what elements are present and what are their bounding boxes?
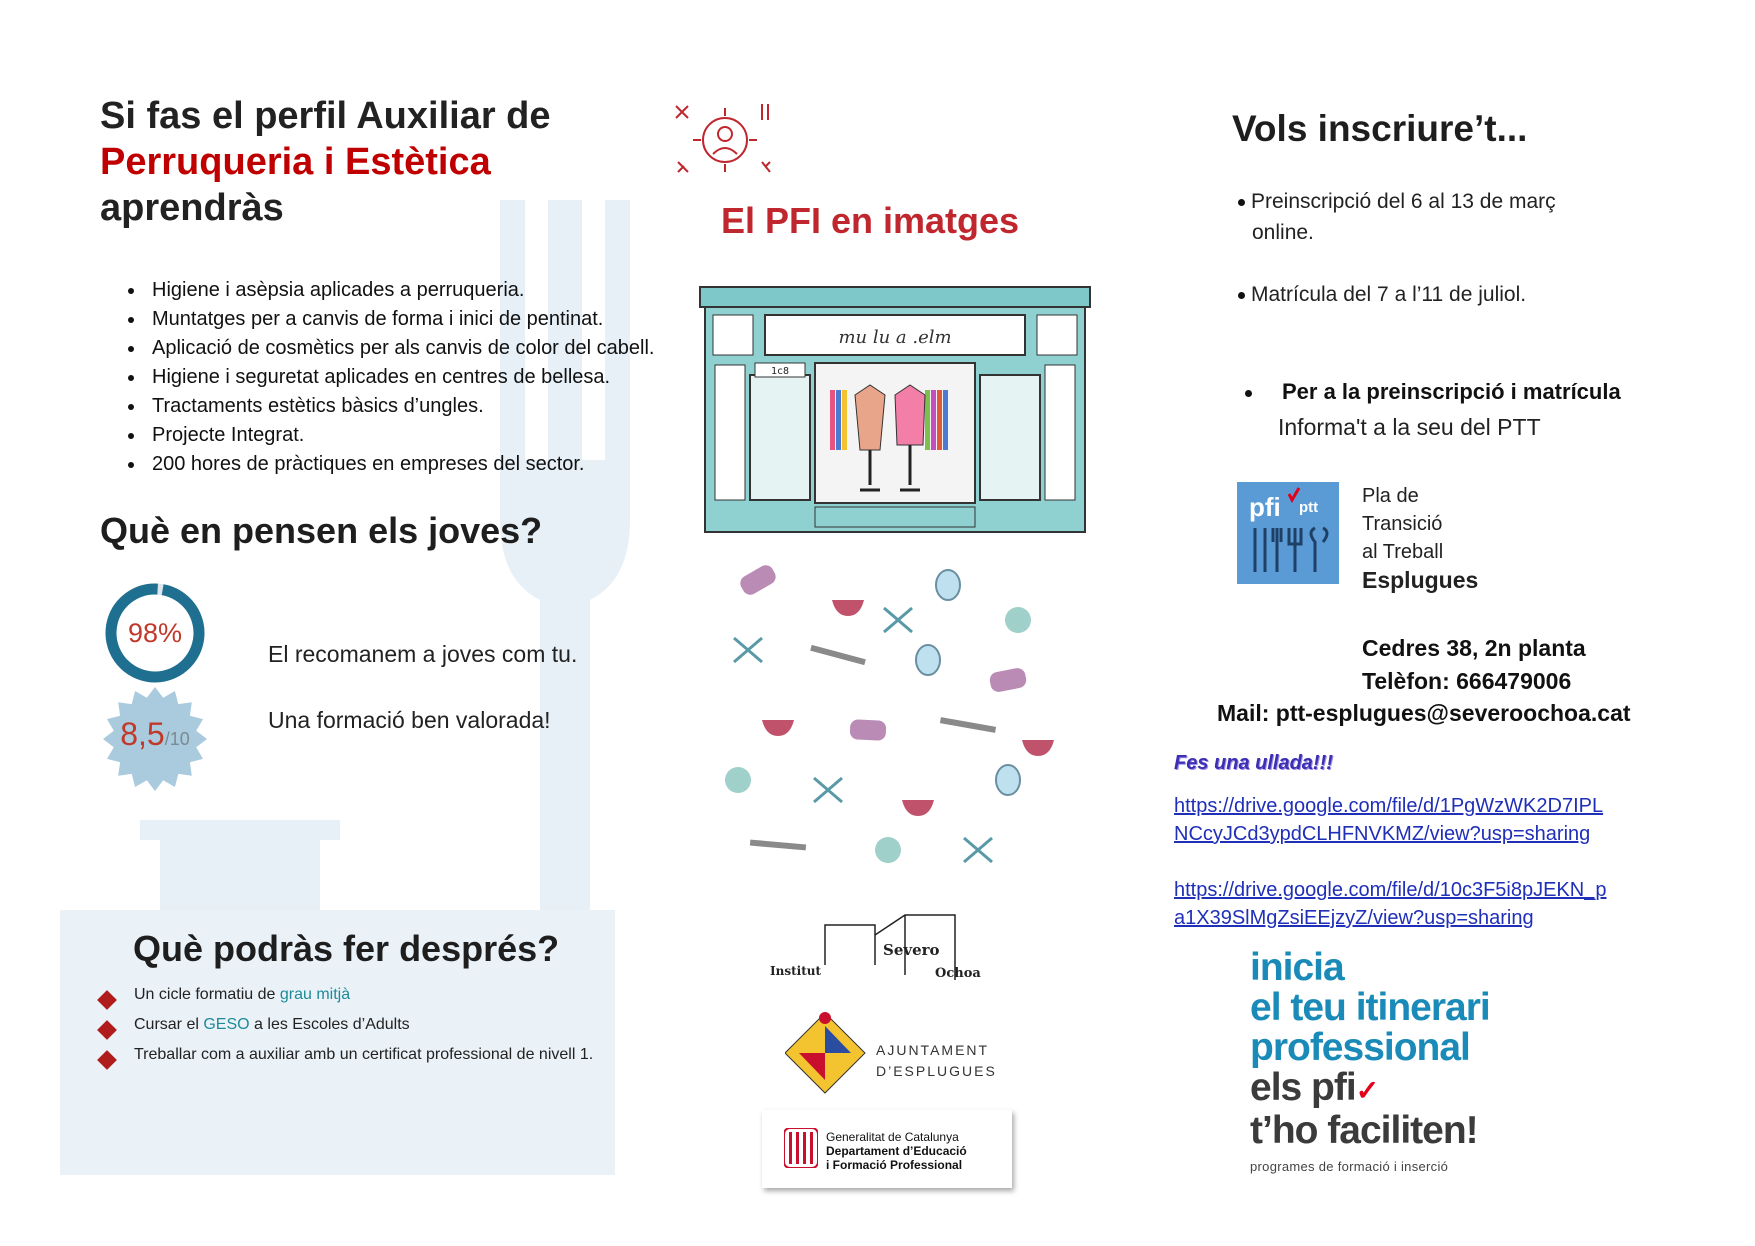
pattern-bottle-icon: [1005, 607, 1031, 633]
joves-text-2: Una formació ben valorada!: [268, 707, 551, 733]
score-max: /10: [164, 729, 190, 749]
informa-text: Informa't a la seu del PTT: [1278, 414, 1541, 440]
pattern-mirror-icon: [936, 570, 960, 600]
pla-transicio-text: Pla de Transició al Treball Esplugues: [1362, 485, 1479, 593]
list-item: • Higiene i seguretat aplicades en centres de bellesa.: [146, 363, 706, 392]
bullet-icon: [1238, 199, 1245, 206]
pfi-tools-icon: [1237, 482, 1339, 584]
ajuntament-text: AJUNTAMENT D’ESPLUGUES: [876, 1042, 997, 1079]
imatges-title: El PFI en imatges: [720, 200, 1020, 241]
generalitat-emblem-icon: [784, 1128, 818, 1168]
title-line-1: Si fas el perfil Auxiliar de: [100, 95, 551, 137]
severo-left: Institut: [770, 964, 822, 978]
diamond-bullet-icon: [97, 1020, 117, 1040]
shop-number: 1c8: [770, 366, 790, 377]
pattern-bowl-icon: [832, 600, 864, 616]
diamond-bullet-icon: [97, 990, 117, 1010]
pattern-bottle-icon: [875, 837, 901, 863]
list-item: • Muntatges per a canvis de forma i inici de pentinat.: [146, 305, 706, 334]
pattern-mirror-icon: [996, 765, 1020, 795]
generalitat-text: Generalitat de Catalunya Departament d’Educació i Formació Professional: [826, 1130, 967, 1172]
pattern-bowl-icon: [1022, 740, 1054, 756]
pattern-dryer-icon: [988, 667, 1027, 694]
severo-right: Ochoa: [935, 966, 981, 981]
list-item: • Aplicació de cosmètics per als canvis de color del cabell.: [146, 334, 706, 363]
contact-address: Cedres 38, 2n planta Telèfon: 666479006: [1362, 632, 1586, 698]
preinscripcio-heading: Per a la preinscripció i matrícula: [1245, 379, 1621, 405]
svg-text:ptt: ptt: [1299, 499, 1319, 516]
drive-link-2[interactable]: https://drive.google.com/file/d/10c3F5i8pJEKN_pa1X39SlMgZsiEEjzyZ/view?usp=sharing: [1174, 879, 1607, 929]
score-value: [100, 716, 210, 753]
contact-phone: Telèfon: 666479006: [1362, 668, 1572, 694]
pattern-mirror-icon: [916, 645, 940, 675]
percent-value: 98%: [127, 618, 183, 648]
despres-list: [96, 986, 601, 1166]
list-item: • Higiene i asèpsia aplicades a perruqueria.: [146, 276, 706, 305]
check-icon: ✓: [1355, 1075, 1379, 1106]
joves-text-1: El recomanem a joves com tu.: [268, 641, 578, 667]
score-number: 8,5: [120, 716, 165, 752]
shop-sign: mu lu a .elm: [838, 327, 952, 348]
pattern-scissors-icon: [964, 838, 992, 862]
pattern-scissors-icon: [814, 778, 842, 802]
pattern-comb-icon: [750, 840, 806, 851]
contact-mail: Mail: ptt-esplugues@severoochoa.cat: [1217, 700, 1631, 726]
list-item: • 200 hores de pràctiques en empreses del sector.: [146, 450, 706, 479]
institut-severo-ochoa-logo: [765, 905, 995, 995]
pattern-dryer-icon: [850, 719, 887, 741]
pattern-scissors-icon: [734, 638, 762, 662]
inscriure-title: Vols inscriure’t...: [1232, 108, 1528, 149]
title-line-2: Perruqueria i Estètica: [100, 141, 491, 183]
bullet-icon: [1238, 292, 1245, 299]
svg-text:pfi: pfi: [1249, 492, 1281, 522]
people-tools-icon: [670, 100, 780, 180]
pattern-comb-icon: [810, 645, 866, 665]
pattern-bowl-icon: [762, 720, 794, 736]
title-line-3: aprendràs: [100, 187, 284, 229]
hairdressing-pattern-illustration: [718, 560, 1063, 880]
list-item: • Tractaments estètics bàsics d’ungles.: [146, 392, 706, 421]
shop-illustration: [695, 285, 1095, 535]
despres-item: Treballar com a auxiliar amb un certificat professional de nivell 1.: [96, 1046, 601, 1064]
bullet-icon: [1245, 390, 1252, 397]
pattern-bottle-icon: [725, 767, 751, 793]
joves-title: Què en pensen els joves?: [100, 510, 543, 551]
pattern-scissors-icon: [884, 608, 912, 632]
joves-text: [268, 638, 598, 770]
learn-list: [108, 276, 706, 479]
list-item: • Projecte Integrat.: [146, 421, 706, 450]
severo-top: Severo: [883, 941, 940, 959]
profile-title: [100, 93, 660, 231]
ullada-text: Fes una ullada!!!: [1174, 752, 1333, 774]
drive-link-1[interactable]: https://drive.google.com/file/d/1PgWzWK2D7IPLNCcyJCd3ypdCLHFNVKMZ/view?usp=sharing: [1174, 795, 1604, 845]
inicia-itinerari-logo: inicia el teu itinerari professional els pfi✓ t’ho faciliten! programes de formació i inserció: [1250, 946, 1490, 1174]
pattern-dryer-icon: [737, 562, 778, 597]
matricula-item: Matrícula del 7 a l’11 de juliol.: [1238, 279, 1598, 310]
pfi-ptt-logo: [1237, 482, 1339, 584]
despres-item: Un cicle formatiu de grau mitjà: [96, 986, 601, 1004]
pattern-comb-icon: [940, 717, 996, 733]
diamond-bullet-icon: [97, 1050, 117, 1070]
pattern-bowl-icon: [902, 800, 934, 816]
despres-item: Cursar el GESO a les Escoles d’Adults: [96, 1016, 601, 1034]
despres-title: Què podràs fer després?: [133, 928, 560, 969]
preinscripcio-item: Preinscripció del 6 al 13 de març online.: [1238, 186, 1598, 248]
